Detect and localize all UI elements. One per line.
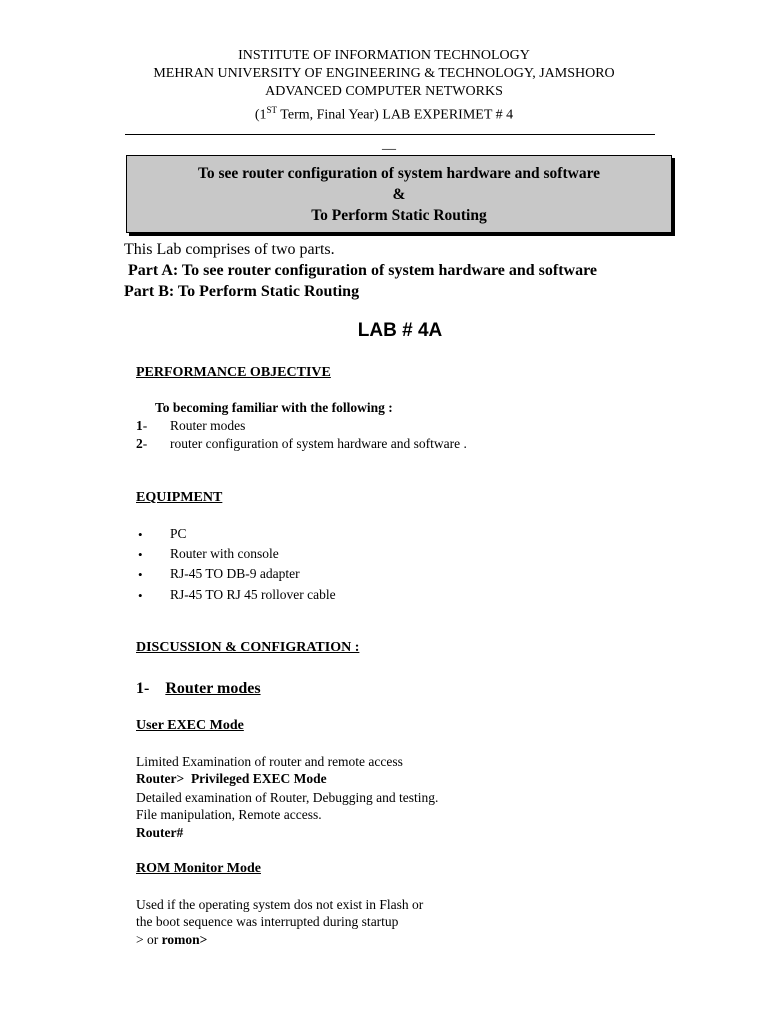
header-dash: __ [382,137,396,152]
objective-item-2: 2- [136,436,148,451]
lab-heading: LAB # 4A [357,320,443,341]
rom-monitor-heading: ROM Monitor Mode [136,861,261,876]
priv-exec-prompt: Router# [136,825,184,840]
equipment-item: RJ-45 TO DB-9 adapter [170,566,300,581]
header-university: MEHRAN UNIVERSITY OF ENGINEERING & TECHNOLOGY, JAMSHORO [153,66,615,81]
objective-text-2: router configuration of system hardware and software . [170,436,467,451]
header-term: (1ST Term, Final Year) LAB EXPERIMET # 4 [254,105,514,123]
router-modes-heading: 1- Router modes [136,680,261,697]
bullet-icon: • [138,567,143,582]
objective-item-1: 1- [136,418,148,433]
user-exec-desc: Limited Examination of router and remote access [136,754,403,769]
title-ampersand: & [392,186,406,203]
header-divider [125,134,655,135]
equipment-item: PC [170,526,187,541]
performance-heading: PERFORMANCE OBJECTIVE [136,365,331,380]
discussion-heading: DISCUSSION & CONFIGRATION : [136,640,360,655]
bullet-icon: • [138,527,143,542]
title-line-1: To see router configuration of system hardware and software [197,165,601,182]
equipment-item: Router with console [170,546,279,561]
objective-text-1: Router modes [170,418,246,433]
user-exec-prompt: Router> Privileged EXEC Mode [136,771,327,786]
title-line-2: To Perform Static Routing [311,207,487,224]
header-institute: INSTITUTE OF INFORMATION TECHNOLOGY [238,48,530,63]
priv-exec-desc-1: Detailed examination of Router, Debugging and testing. [136,790,439,805]
equipment-item: RJ-45 TO RJ 45 rollover cable [170,587,336,602]
user-exec-heading: User EXEC Mode [136,718,244,733]
bullet-icon: • [138,547,143,562]
bullet-icon: • [138,588,143,603]
intro-text: This Lab comprises of two parts. [124,241,335,258]
rom-monitor-prompt: > or romon> [136,932,208,947]
header-course: ADVANCED COMPUTER NETWORKS [265,84,503,99]
performance-lead: To becoming familiar with the following : [155,400,393,415]
intro-part-a: Part A: To see router configuration of system hardware and software [128,262,597,279]
intro-part-b: Part B: To Perform Static Routing [124,283,360,300]
rom-monitor-desc-2: the boot sequence was interrupted during startup [136,914,399,929]
rom-monitor-desc-1: Used if the operating system dos not exist in Flash or [136,897,424,912]
equipment-heading: EQUIPMENT [136,490,223,505]
title-box [126,155,672,233]
priv-exec-desc-2: File manipulation, Remote access. [136,807,322,822]
